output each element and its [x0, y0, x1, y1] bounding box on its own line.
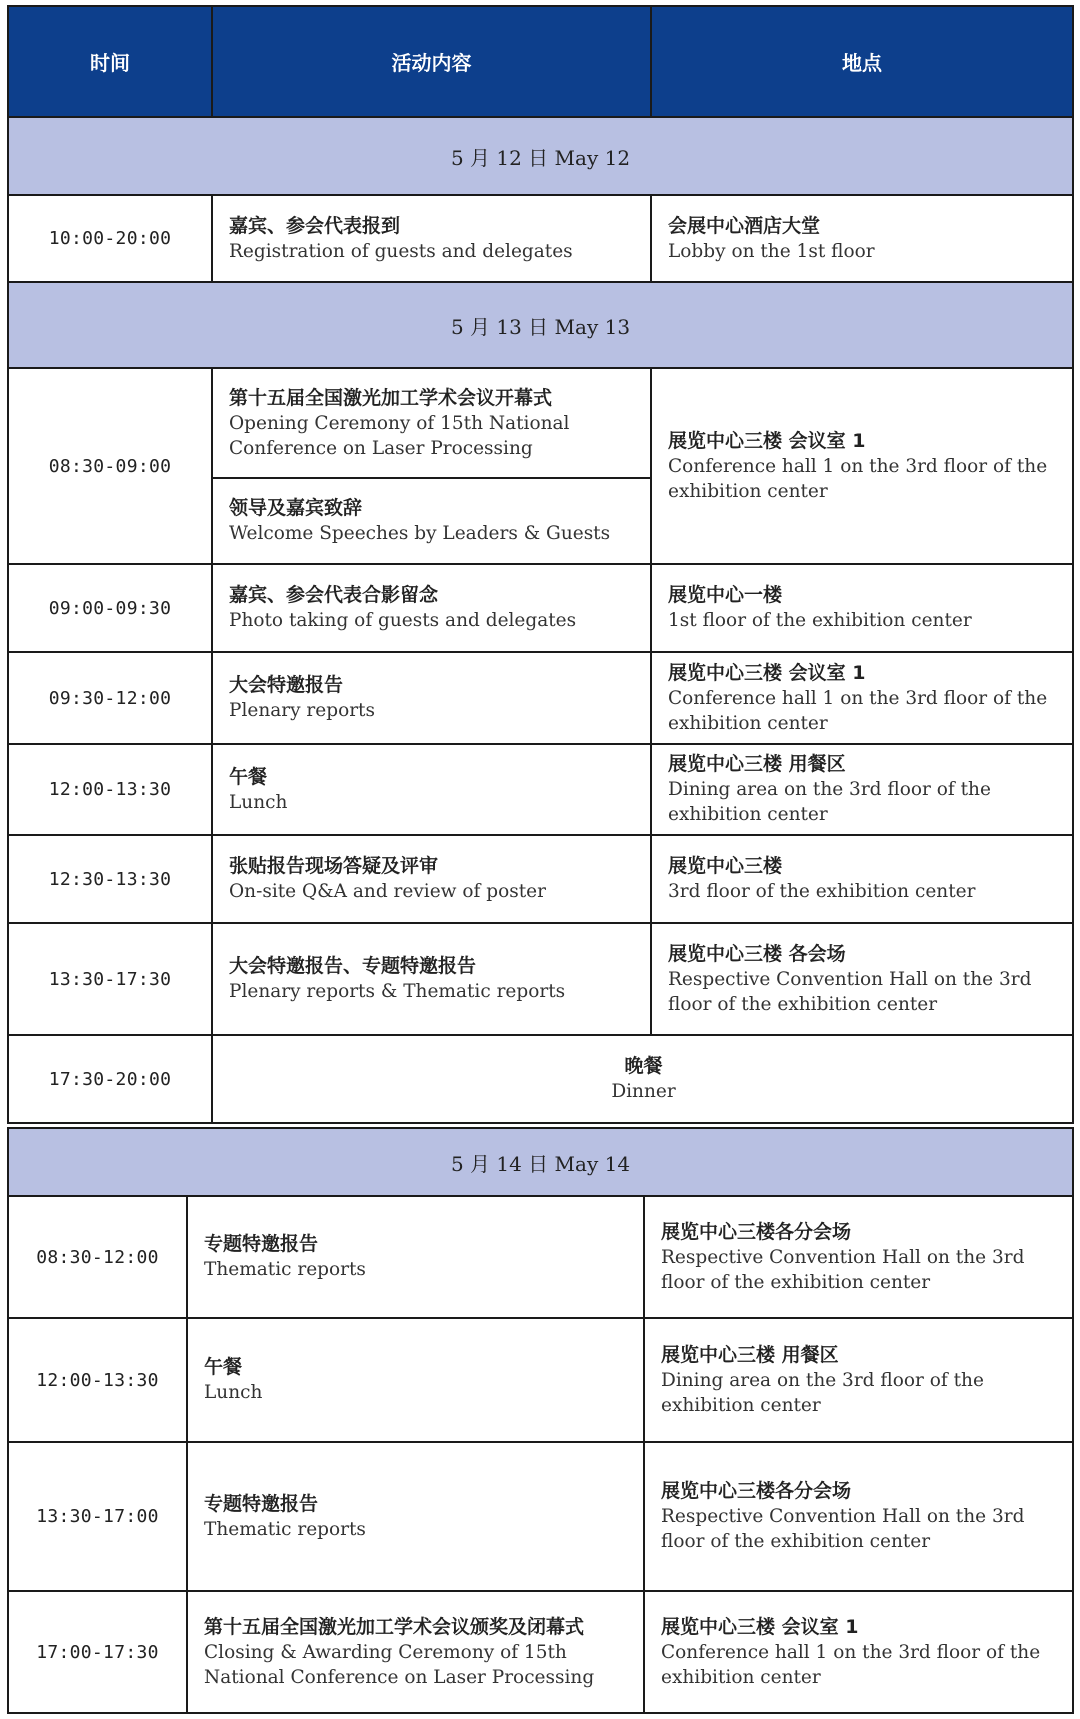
activity-cell	[211, 651, 652, 745]
location-zh: 展览中心三楼 用餐区	[661, 1343, 839, 1366]
location-en: Respective Convention Hall on the 3rd floor of the exhibition center	[668, 968, 1032, 1015]
location-en: 3rd floor of the exhibition center	[668, 881, 976, 902]
location-en: Lobby on the 1st floor	[668, 240, 875, 262]
activity-en: Thematic reports	[204, 1259, 366, 1280]
activity-cell	[186, 1441, 645, 1592]
activity-cell	[186, 1195, 645, 1319]
activity-zh: 专题特邀报告	[204, 1233, 319, 1255]
time-cell: 12:30-13:30	[7, 834, 213, 924]
location-zh: 会展中心酒店大堂	[668, 214, 821, 237]
location-zh: 展览中心三楼 会议室 1	[668, 661, 866, 684]
activity-en: Welcome Speeches by Leaders & Guests	[229, 523, 611, 544]
activity-zh: 领导及嘉宾致辞	[229, 497, 363, 519]
activity-cell	[186, 1590, 645, 1714]
activity-zh: 嘉宾、参会代表合影留念	[229, 584, 439, 606]
date-row: 5 月 14 日 May 14	[7, 1127, 1074, 1197]
activity-cell	[211, 922, 652, 1036]
time-cell: 08:30-12:00	[7, 1195, 188, 1319]
activity-en: Plenary reports & Thematic reports	[229, 981, 566, 1002]
location-en: 1st floor of the exhibition center	[668, 610, 972, 631]
location-cell	[650, 563, 1074, 653]
activity-cell	[211, 194, 652, 283]
time-cell: 10:00-20:00	[7, 194, 213, 283]
header-time: 时间	[7, 5, 213, 118]
location-en: Conference hall 1 on the 3rd floor of the exhibition center	[661, 1641, 1041, 1688]
activity-zh: 张贴报告现场答疑及评审	[229, 855, 439, 877]
activity-en: Closing & Awarding Ceremony of 15th National Conference on Laser Processing	[204, 1641, 595, 1688]
location-cell	[650, 194, 1074, 283]
date-row: 5 月 12 日 May 12	[7, 116, 1074, 196]
time-cell: 09:30-12:00	[7, 651, 213, 745]
location-cell	[650, 743, 1074, 836]
activity-zh: 第十五届全国激光加工学术会议开幕式	[229, 386, 553, 409]
activity-zh: 嘉宾、参会代表报到	[229, 214, 401, 237]
activity-cell	[211, 477, 652, 565]
location-zh: 展览中心一楼	[668, 584, 783, 606]
activity-en: Lunch	[204, 1382, 263, 1403]
activity-zh: 午餐	[229, 765, 268, 788]
time-cell: 13:30-17:30	[7, 922, 213, 1036]
activity-en: On-site Q&A and review of poster	[229, 881, 546, 902]
location-en: Conference hall 1 on the 3rd floor of the exhibition center	[668, 687, 1048, 734]
location-cell	[650, 922, 1074, 1036]
activity-cell	[211, 743, 652, 836]
activity-cell	[211, 1034, 1074, 1124]
location-zh: 展览中心三楼 会议室 1	[661, 1615, 859, 1638]
activity-en: Thematic reports	[204, 1518, 366, 1540]
activity-zh: 第十五届全国激光加工学术会议颁奖及闭幕式	[204, 1615, 585, 1638]
activity-en: Registration of guests and delegates	[229, 240, 573, 262]
time-cell: 09:00-09:30	[7, 563, 213, 653]
location-cell	[643, 1195, 1074, 1319]
activity-en: Plenary reports	[229, 700, 375, 721]
time-cell: 13:30-17:00	[7, 1441, 188, 1592]
activity-cell	[186, 1317, 645, 1443]
location-en: Conference hall 1 on the 3rd floor of the exhibition center	[668, 455, 1048, 502]
time-cell: 17:00-17:30	[7, 1590, 188, 1714]
activity-zh: 晚餐	[624, 1055, 663, 1077]
activity-zh: 大会特邀报告、专题特邀报告	[229, 955, 477, 977]
location-cell	[650, 367, 1074, 565]
activity-cell	[211, 367, 652, 479]
time-cell: 17:30-20:00	[7, 1034, 213, 1124]
activity-zh: 专题特邀报告	[204, 1492, 319, 1515]
date-row: 5 月 13 日 May 13	[7, 281, 1074, 369]
location-cell	[650, 651, 1074, 745]
activity-cell	[211, 834, 652, 924]
activity-en: Dinner	[611, 1081, 676, 1102]
location-cell	[650, 834, 1074, 924]
activity-en: Lunch	[229, 791, 288, 813]
activity-zh: 大会特邀报告	[229, 674, 344, 696]
time-cell: 08:30-09:00	[7, 367, 213, 565]
location-zh: 展览中心三楼 用餐区	[668, 753, 846, 775]
location-zh: 展览中心三楼 各会场	[668, 942, 846, 965]
location-zh: 展览中心三楼	[668, 855, 783, 877]
location-zh: 展览中心三楼各分会场	[661, 1480, 852, 1502]
time-cell: 12:00-13:30	[7, 1317, 188, 1443]
location-cell	[643, 1317, 1074, 1443]
location-en: Respective Convention Hall on the 3rd floor of the exhibition center	[661, 1246, 1025, 1293]
location-en: Dining area on the 3rd floor of the exhibition center	[668, 779, 991, 825]
location-en: Dining area on the 3rd floor of the exhibition center	[661, 1369, 984, 1416]
location-zh: 展览中心三楼 会议室 1	[668, 429, 866, 452]
location-cell	[643, 1590, 1074, 1714]
header-location: 地点	[650, 5, 1074, 118]
location-cell	[643, 1441, 1074, 1592]
location-zh: 展览中心三楼各分会场	[661, 1220, 852, 1243]
activity-en: Opening Ceremony of 15th National Conference on Laser Processing	[229, 412, 570, 459]
activity-cell	[211, 563, 652, 653]
activity-zh: 午餐	[204, 1356, 243, 1378]
header-activity: 活动内容	[211, 5, 652, 118]
activity-en: Photo taking of guests and delegates	[229, 610, 577, 631]
time-cell: 12:00-13:30	[7, 743, 213, 836]
location-en: Respective Convention Hall on the 3rd floor of the exhibition center	[661, 1506, 1025, 1552]
